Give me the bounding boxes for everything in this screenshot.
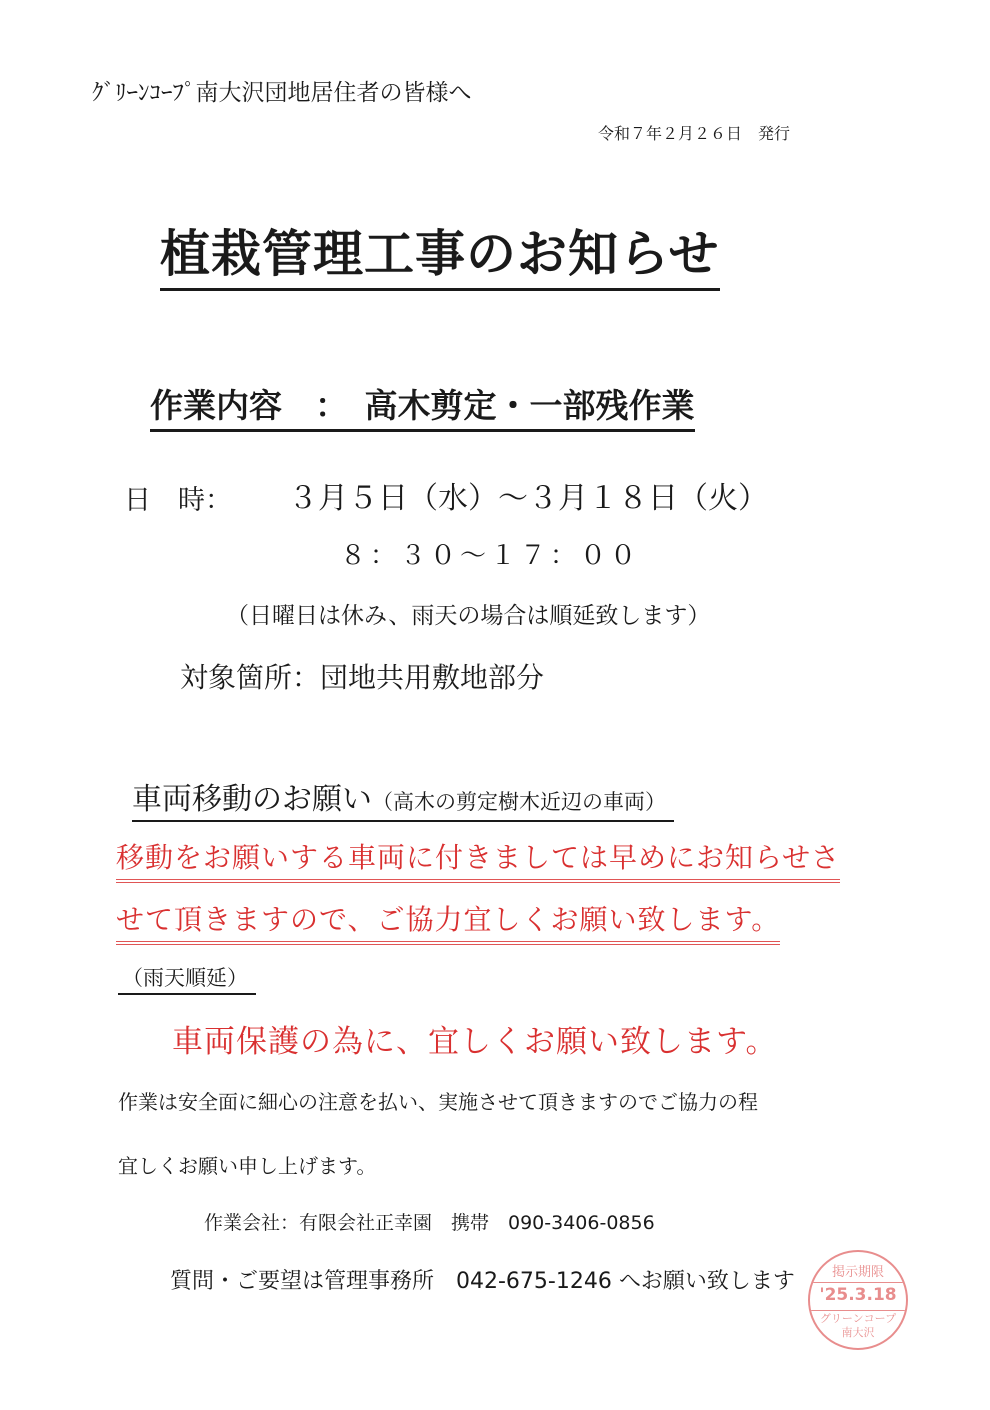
schedule-note: （日曜日は休み、雨天の場合は順延致します） — [226, 603, 711, 629]
contractor-contact: 作業会社：有限会社正幸園 携帯 090-3406-0856 — [204, 1212, 655, 1234]
safety-note-line-2: 宜しくお願い申し上げます。 — [118, 1154, 377, 1178]
vehicle-request-line-1: 移動をお願いする車両に付きましては早めにお知らせさ — [116, 836, 840, 883]
stamp-divider-bottom — [810, 1310, 906, 1311]
target-area: 対象箇所：団地共用敷地部分 — [180, 661, 545, 694]
stamp-org-area: 南大沢 — [841, 1326, 875, 1339]
stamp-top-text: 掲示期限 — [831, 1265, 884, 1280]
time-range: ８：３０～１７：００ — [340, 541, 641, 571]
rain-postpone-note: （雨天順延） — [118, 962, 256, 995]
stamp-divider-top — [810, 1282, 906, 1283]
work-content-heading: 作業内容 ： 高木剪定・一部残作業 — [150, 380, 695, 432]
date-range: ３月５日（水）～３月１８日（火） — [288, 481, 768, 516]
vehicle-request-line-2: せて頂きますので、ご協力宜しくお願い致します。 — [116, 898, 780, 945]
stamp-date: '25.3.18 — [819, 1285, 897, 1305]
vehicle-protection-note: 車両保護の為に、宜しくお願い致します。 — [172, 1024, 778, 1060]
vehicle-request-heading — [132, 774, 674, 822]
page-title: 植栽管理工事のお知らせ — [160, 214, 720, 291]
recipient-line: ｸﾞﾘｰﾝｺｰﾌﾟ南大沢団地居住者の皆様へ — [92, 80, 472, 106]
posting-deadline-stamp — [808, 1250, 908, 1350]
issue-date: 令和７年２月２６日 発行 — [598, 124, 791, 143]
vehicle-heading-main: 車両移動のお願い — [132, 782, 372, 817]
stamp-bottom-text — [810, 1312, 906, 1340]
vehicle-heading-note: （高木の剪定樹木近辺の車両） — [372, 790, 666, 814]
safety-note-line-1: 作業は安全面に細心の注意を払い、実施させて頂きますのでご協力の程 — [118, 1090, 758, 1114]
office-inquiry: 質問・ご要望は管理事務所 042-675-1246 へお願い致します — [170, 1269, 795, 1294]
date-label: 日 時： — [124, 485, 232, 516]
stamp-org-name: グリーンコープ — [819, 1312, 897, 1325]
